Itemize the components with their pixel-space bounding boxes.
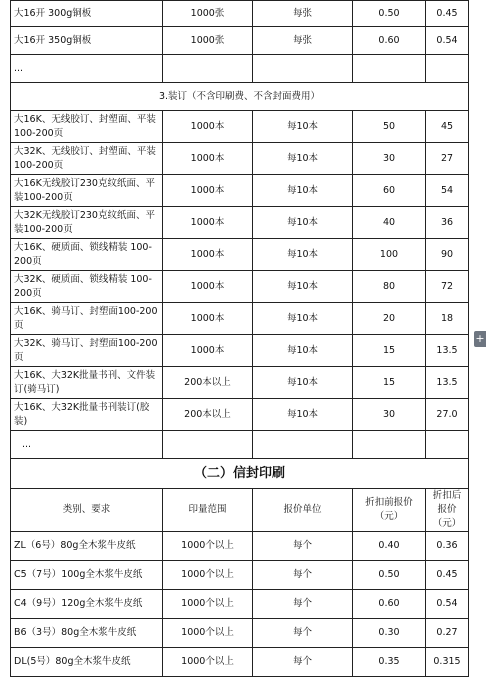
- table-row: [11, 143, 469, 175]
- item-cell: 大16K无线胶订230克纹纸面、平装100-200页: [11, 175, 163, 207]
- item-cell: ZL（6号）80g全木浆牛皮纸: [11, 532, 163, 561]
- range-cell: 1000个以上: [163, 532, 253, 561]
- table-row: [11, 303, 469, 335]
- range-cell: 1000本: [163, 335, 253, 367]
- price-after-cell: 72: [426, 271, 469, 303]
- empty-cell: [353, 55, 426, 83]
- empty-cell: [426, 431, 469, 459]
- unit-cell: 每10本: [253, 367, 353, 399]
- price-after-cell: 45: [426, 111, 469, 143]
- price-before-cell: 60: [353, 175, 426, 207]
- table-row: [11, 1, 469, 27]
- item-cell: 大16K、大32K批量书刊装订(胶装): [11, 399, 163, 431]
- price-after-cell: 54: [426, 175, 469, 207]
- empty-cell: [253, 55, 353, 83]
- item-cell: 大16K、硬质面、锁线精装 100-200页: [11, 239, 163, 271]
- range-cell: 1000本: [163, 303, 253, 335]
- price-before-cell: 0.60: [353, 27, 426, 55]
- price-after-cell: 0.45: [426, 561, 469, 590]
- table-row: [11, 648, 469, 677]
- item-cell: B6（3号）80g全木浆牛皮纸: [11, 619, 163, 648]
- table-row: [11, 431, 469, 459]
- unit-cell: 每张: [253, 1, 353, 27]
- price-before-cell: 30: [353, 399, 426, 431]
- unit-cell: 每个: [253, 648, 353, 677]
- unit-cell: 每个: [253, 590, 353, 619]
- table-row: [11, 367, 469, 399]
- range-cell: 1000个以上: [163, 561, 253, 590]
- item-cell: DL(5号）80g全木浆牛皮纸: [11, 648, 163, 677]
- ellipsis-cell: [11, 431, 163, 459]
- unit-cell: 每10本: [253, 399, 353, 431]
- item-cell: 大32K无线胶订230克纹纸面、平装100-200页: [11, 207, 163, 239]
- price-before-cell: 0.30: [353, 619, 426, 648]
- binding-section-title: 3.装订（不含印刷费、不含封面费用）: [11, 83, 469, 111]
- range-cell: 1000本: [163, 175, 253, 207]
- table-row: [11, 175, 469, 207]
- item-cell: 大16开 350g铜板: [11, 27, 163, 55]
- item-cell: 大32K、硬质面、锁线精装 100-200页: [11, 271, 163, 303]
- item-cell: C5（7号）100g全木浆牛皮纸: [11, 561, 163, 590]
- item-cell: 大16K、无线胶订、封塑面、平装 100-200页: [11, 111, 163, 143]
- range-cell: 200本以上: [163, 367, 253, 399]
- range-cell: 200本以上: [163, 399, 253, 431]
- unit-cell: 每10本: [253, 239, 353, 271]
- empty-cell: [163, 431, 253, 459]
- table-row: [11, 590, 469, 619]
- empty-cell: [253, 431, 353, 459]
- table-row: [11, 271, 469, 303]
- price-after-cell: 0.54: [426, 590, 469, 619]
- price-after-cell: 27.0: [426, 399, 469, 431]
- price-before-cell: 15: [353, 335, 426, 367]
- price-after-cell: 18: [426, 303, 469, 335]
- range-cell: 1000张: [163, 1, 253, 27]
- unit-cell: 每个: [253, 532, 353, 561]
- header-unit: 报价单位: [253, 489, 353, 532]
- header-price-before: 折扣前报价（元）: [353, 489, 426, 532]
- price-after-cell: 0.54: [426, 27, 469, 55]
- range-cell: 1000本: [163, 143, 253, 175]
- price-table: [10, 0, 469, 677]
- ellipsis-cell: ...: [11, 55, 163, 83]
- price-before-cell: 30: [353, 143, 426, 175]
- table-row: [11, 111, 469, 143]
- unit-cell: 每10本: [253, 111, 353, 143]
- table-row: [11, 55, 469, 83]
- section-row: [11, 83, 469, 111]
- price-after-cell: 0.27: [426, 619, 469, 648]
- range-cell: 1000张: [163, 27, 253, 55]
- item-cell: 大32K、无线胶订、封塑面、平装 100-200页: [11, 143, 163, 175]
- unit-cell: 每10本: [253, 175, 353, 207]
- header-price-after: 折扣后报价（元）: [426, 489, 469, 532]
- envelope-section-title: （二）信封印刷: [11, 459, 469, 489]
- price-before-cell: 0.60: [353, 590, 426, 619]
- item-cell: 大16K、大32K批量书刊、文件装订(骑马订): [11, 367, 163, 399]
- range-cell: 1000本: [163, 111, 253, 143]
- empty-cell: [426, 55, 469, 83]
- unit-cell: 每10本: [253, 335, 353, 367]
- price-after-cell: 36: [426, 207, 469, 239]
- price-after-cell: 13.5: [426, 335, 469, 367]
- item-cell: 大16K、骑马订、封塑面100-200页: [11, 303, 163, 335]
- price-before-cell: 0.50: [353, 1, 426, 27]
- price-after-cell: 0.315: [426, 648, 469, 677]
- price-before-cell: 15: [353, 367, 426, 399]
- table-row: [11, 561, 469, 590]
- item-cell: C4（9号）120g全木浆牛皮纸: [11, 590, 163, 619]
- empty-cell: [163, 55, 253, 83]
- unit-cell: 每10本: [253, 303, 353, 335]
- range-cell: 1000本: [163, 271, 253, 303]
- unit-cell: 每张: [253, 27, 353, 55]
- item-cell: 大32K、骑马订、封塑面100-200页: [11, 335, 163, 367]
- table-row: [11, 532, 469, 561]
- price-before-cell: 50: [353, 111, 426, 143]
- price-after-cell: 0.45: [426, 1, 469, 27]
- range-cell: 1000本: [163, 239, 253, 271]
- ellipsis-text: ...: [22, 438, 32, 450]
- price-after-cell: 13.5: [426, 367, 469, 399]
- header-item: 类别、要求: [11, 489, 163, 532]
- table-row: [11, 239, 469, 271]
- unit-cell: 每10本: [253, 271, 353, 303]
- price-before-cell: 0.40: [353, 532, 426, 561]
- unit-cell: 每个: [253, 619, 353, 648]
- header-row: [11, 489, 469, 532]
- range-cell: 1000个以上: [163, 590, 253, 619]
- header-range: 印量范围: [163, 489, 253, 532]
- table-row: [11, 399, 469, 431]
- item-cell: 大16开 300g铜板: [11, 1, 163, 27]
- price-after-cell: 90: [426, 239, 469, 271]
- unit-cell: 每10本: [253, 207, 353, 239]
- price-before-cell: 80: [353, 271, 426, 303]
- unit-cell: 每10本: [253, 143, 353, 175]
- range-cell: 1000个以上: [163, 648, 253, 677]
- section-row: [11, 459, 469, 489]
- unit-cell: 每个: [253, 561, 353, 590]
- price-after-cell: 0.36: [426, 532, 469, 561]
- table-row: [11, 335, 469, 367]
- empty-cell: [353, 431, 426, 459]
- price-before-cell: 100: [353, 239, 426, 271]
- range-cell: 1000本: [163, 207, 253, 239]
- price-before-cell: 40: [353, 207, 426, 239]
- table-row: [11, 619, 469, 648]
- table-row: [11, 207, 469, 239]
- range-cell: 1000个以上: [163, 619, 253, 648]
- price-before-cell: 0.35: [353, 648, 426, 677]
- plus-icon[interactable]: +: [475, 332, 485, 345]
- price-after-cell: 27: [426, 143, 469, 175]
- table-row: [11, 27, 469, 55]
- price-before-cell: 0.50: [353, 561, 426, 590]
- price-before-cell: 20: [353, 303, 426, 335]
